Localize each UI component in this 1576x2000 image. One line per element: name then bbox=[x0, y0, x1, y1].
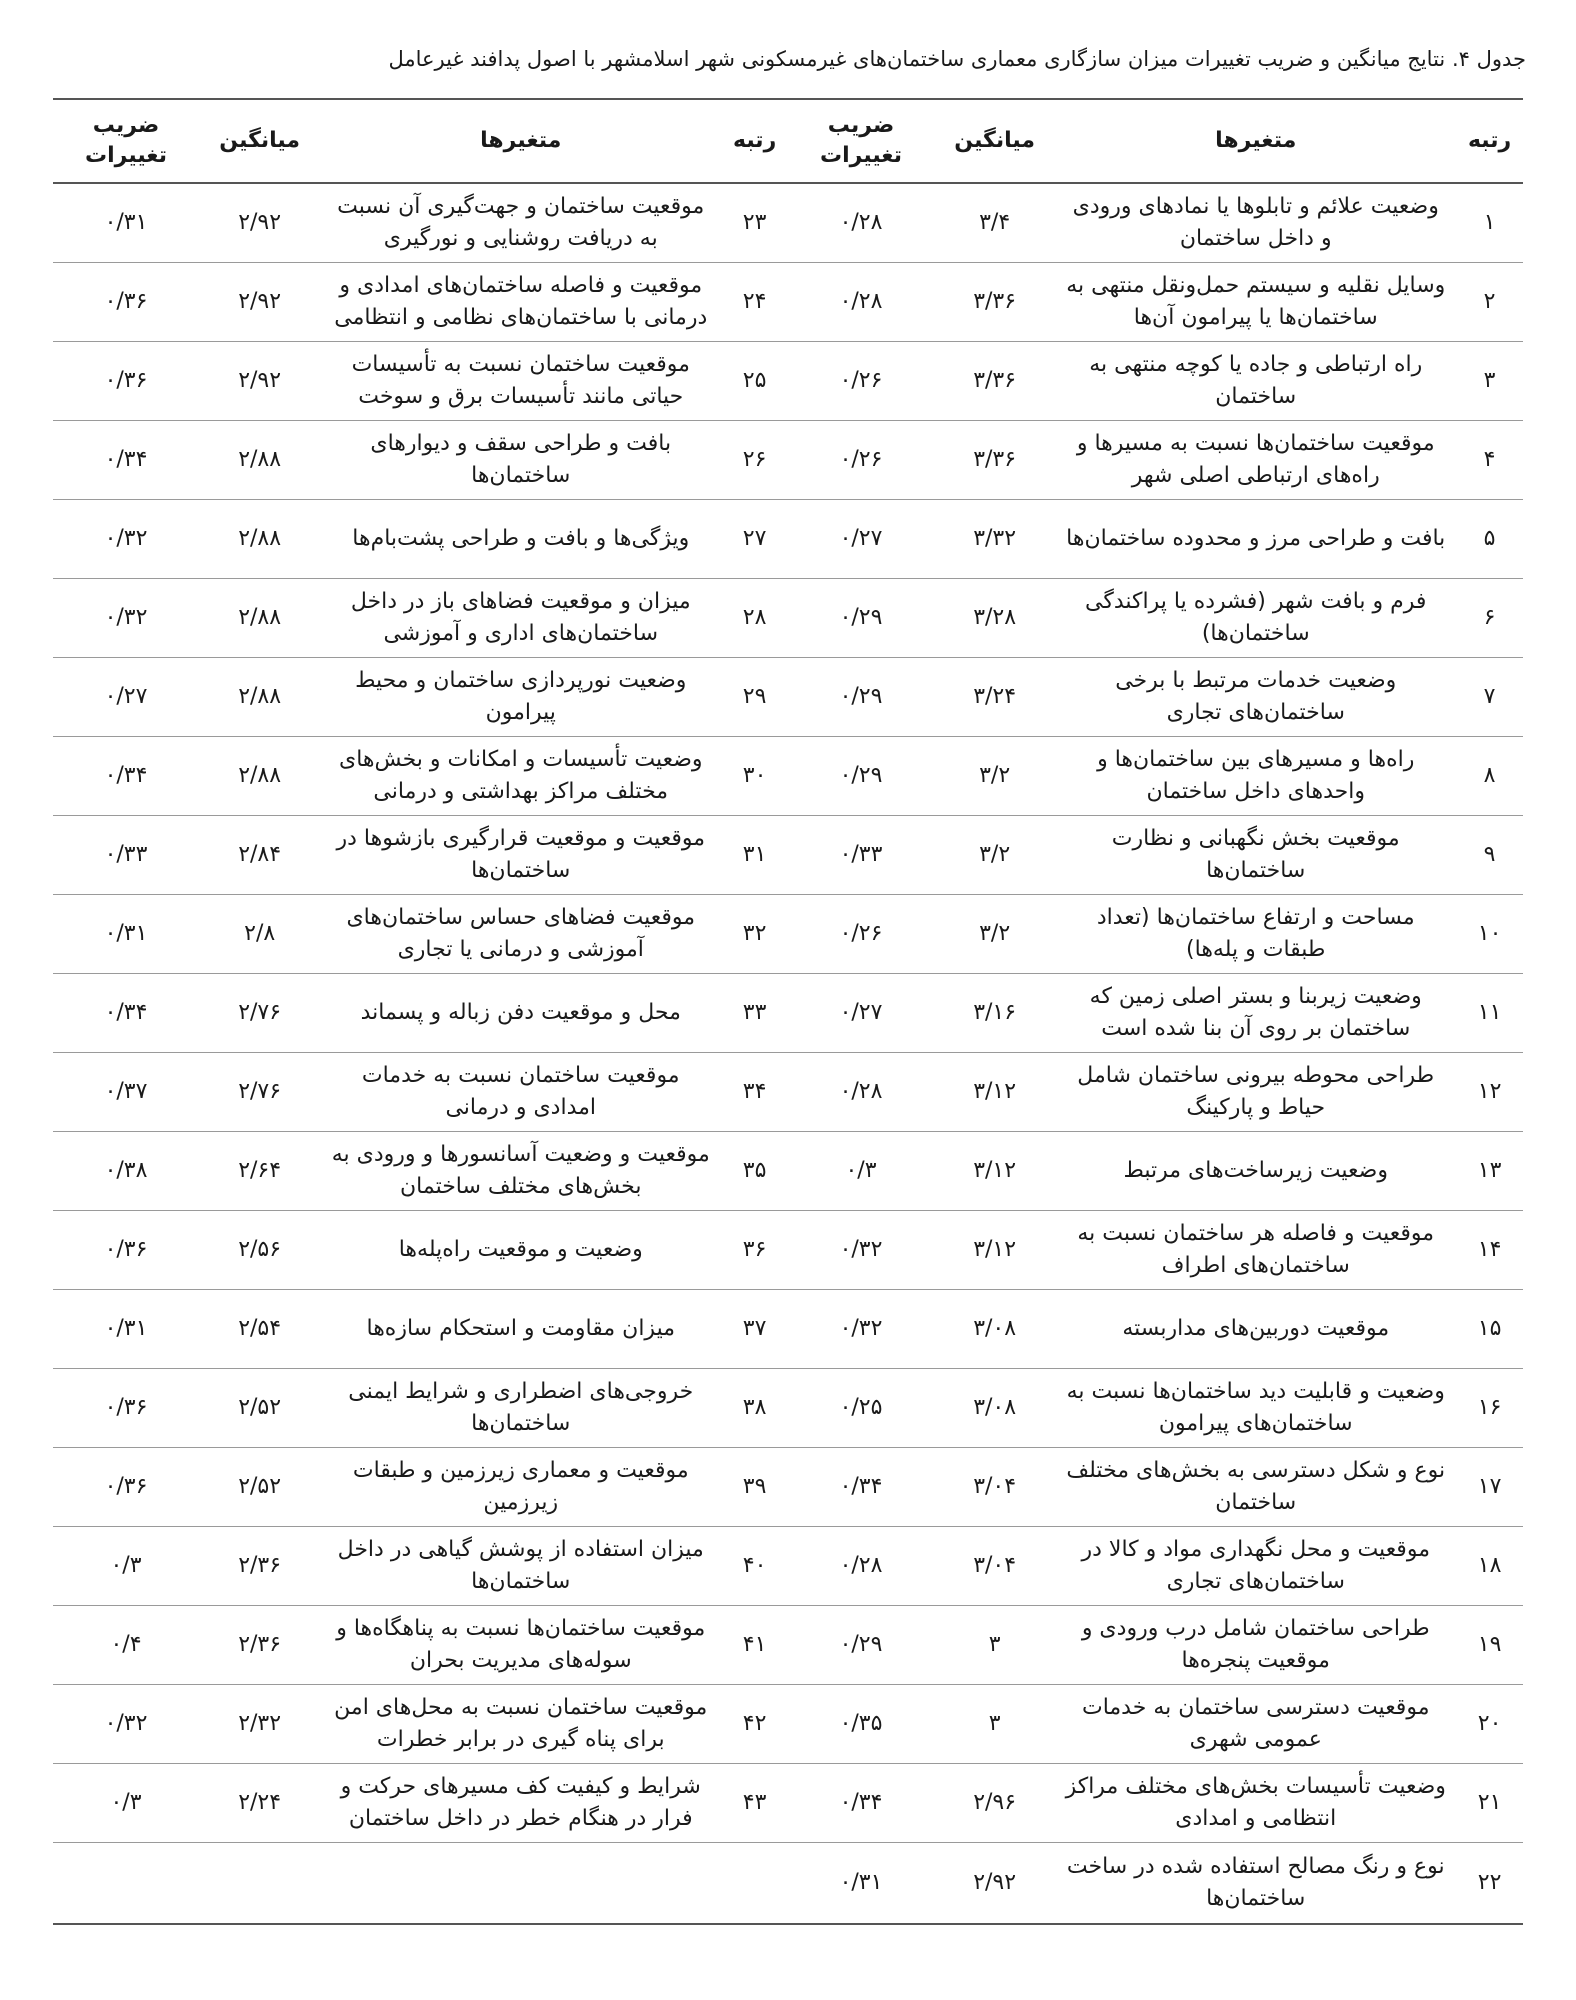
mean-cell: ۳/۱۲ bbox=[934, 1052, 1055, 1131]
cv-cell: ۰/۲۹ bbox=[788, 657, 934, 736]
table-row bbox=[53, 657, 1523, 736]
mean-cell: ۳/۲۴ bbox=[934, 657, 1055, 736]
header-mean: میانگین bbox=[199, 99, 320, 183]
rank-cell: ۳۷ bbox=[721, 1289, 788, 1368]
cv-cell: ۰/۳ bbox=[788, 1131, 934, 1210]
rank-cell: ۱۹ bbox=[1456, 1605, 1523, 1684]
mean-cell: ۲/۸۸ bbox=[199, 578, 320, 657]
cv-cell: ۰/۳۶ bbox=[53, 1210, 199, 1289]
mean-cell: ۳/۳۲ bbox=[934, 499, 1055, 578]
mean-cell: ۲/۵۴ bbox=[199, 1289, 320, 1368]
mean-cell: ۲/۵۲ bbox=[199, 1447, 320, 1526]
rank-cell: ۲۱ bbox=[1456, 1763, 1523, 1842]
variable-cell: وضعیت تأسیسات بخش‌های مختلف مراکز انتظامی و امدادی bbox=[1055, 1763, 1456, 1842]
table-row bbox=[53, 736, 1523, 815]
table-row bbox=[53, 894, 1523, 973]
table-row bbox=[53, 1605, 1523, 1684]
mean-cell: ۳/۰۴ bbox=[934, 1526, 1055, 1605]
variable-cell: موقعیت و فاصله هر ساختمان نسبت به ساختمان‌های اطراف bbox=[1055, 1210, 1456, 1289]
variable-cell: موقعیت ساختمان نسبت به محل‌های امن برای پناه گیری در برابر خطرات bbox=[320, 1684, 721, 1763]
mean-cell: ۳/۳۶ bbox=[934, 341, 1055, 420]
rank-cell: ۱۰ bbox=[1456, 894, 1523, 973]
variable-cell: موقعیت دوربین‌های مداربسته bbox=[1055, 1289, 1456, 1368]
mean-cell bbox=[199, 1842, 320, 1924]
header-cv: ضریب تغییرات bbox=[53, 99, 199, 183]
variable-cell: موقعیت و وضعیت آسانسورها و ورودی به بخش‌های مختلف ساختمان bbox=[320, 1131, 721, 1210]
cv-cell: ۰/۳۱ bbox=[53, 183, 199, 262]
table-row bbox=[53, 973, 1523, 1052]
table-row bbox=[53, 341, 1523, 420]
variable-cell: موقعیت دسترسی ساختمان به خدمات عمومی شهری bbox=[1055, 1684, 1456, 1763]
rank-cell: ۴۲ bbox=[721, 1684, 788, 1763]
rank-cell: ۴ bbox=[1456, 420, 1523, 499]
variable-cell: وضعیت خدمات مرتبط با برخی ساختمان‌های تجاری bbox=[1055, 657, 1456, 736]
rank-cell: ۲۵ bbox=[721, 341, 788, 420]
mean-cell: ۲/۹۲ bbox=[934, 1842, 1055, 1924]
table-row bbox=[53, 1447, 1523, 1526]
variable-cell: محل و موقعیت دفن زباله و پسماند bbox=[320, 973, 721, 1052]
cv-cell: ۰/۲۷ bbox=[53, 657, 199, 736]
mean-cell: ۲/۵۶ bbox=[199, 1210, 320, 1289]
mean-cell: ۲/۶۴ bbox=[199, 1131, 320, 1210]
mean-cell: ۲/۳۲ bbox=[199, 1684, 320, 1763]
variable-cell: موقعیت ساختمان نسبت به خدمات امدادی و درمانی bbox=[320, 1052, 721, 1131]
mean-cell: ۳/۱۲ bbox=[934, 1131, 1055, 1210]
variable-cell: طراحی محوطه بیرونی ساختمان شامل حیاط و پارکینگ bbox=[1055, 1052, 1456, 1131]
rank-cell: ۶ bbox=[1456, 578, 1523, 657]
variable-cell: موقعیت ساختمان‌ها نسبت به مسیرها و راه‌های ارتباطی اصلی شهر bbox=[1055, 420, 1456, 499]
variable-cell: وسایل نقلیه و سیستم حمل‌ونقل منتهی به ساختمان‌ها یا پیرامون آن‌ها bbox=[1055, 262, 1456, 341]
table-row bbox=[53, 420, 1523, 499]
cv-cell: ۰/۲۸ bbox=[788, 1052, 934, 1131]
rank-cell: ۲۹ bbox=[721, 657, 788, 736]
cv-cell: ۰/۳۶ bbox=[53, 1368, 199, 1447]
cv-cell: ۰/۲۶ bbox=[788, 894, 934, 973]
table-row bbox=[53, 1289, 1523, 1368]
rank-cell: ۳۵ bbox=[721, 1131, 788, 1210]
mean-cell: ۳/۱۲ bbox=[934, 1210, 1055, 1289]
table-row bbox=[53, 1368, 1523, 1447]
mean-cell: ۳/۲۸ bbox=[934, 578, 1055, 657]
cv-cell: ۰/۲۷ bbox=[788, 973, 934, 1052]
variable-cell: موقعیت ساختمان‌ها نسبت به پناهگاه‌ها و سوله‌های مدیریت بحران bbox=[320, 1605, 721, 1684]
rank-cell: ۲ bbox=[1456, 262, 1523, 341]
variable-cell: موقعیت و موقعیت قرارگیری بازشوها در ساختمان‌ها bbox=[320, 815, 721, 894]
table-row bbox=[53, 1210, 1523, 1289]
variable-cell: وضعیت و قابلیت دید ساختمان‌ها نسبت به ساختمان‌های پیرامون bbox=[1055, 1368, 1456, 1447]
variable-cell: نوع و شکل دسترسی به بخش‌های مختلف ساختمان bbox=[1055, 1447, 1456, 1526]
cv-cell: ۰/۲۹ bbox=[788, 736, 934, 815]
cv-cell: ۰/۳۵ bbox=[788, 1684, 934, 1763]
rank-cell: ۳۲ bbox=[721, 894, 788, 973]
table-caption: جدول ۴. نتایج میانگین و ضریب تغییرات میزان سازگاری معماری ساختمان‌های غیرمسکونی شهر اسلامشهر با اصول پدافند غیرعامل bbox=[388, 47, 1526, 71]
cv-cell: ۰/۳۱ bbox=[53, 1289, 199, 1368]
mean-cell: ۲/۸۸ bbox=[199, 499, 320, 578]
variable-cell: طراحی ساختمان شامل درب ورودی و موقعیت پنجره‌ها bbox=[1055, 1605, 1456, 1684]
rank-cell: ۳۶ bbox=[721, 1210, 788, 1289]
cv-cell: ۰/۳۴ bbox=[788, 1763, 934, 1842]
table-body bbox=[53, 183, 1523, 1924]
rank-cell: ۲۷ bbox=[721, 499, 788, 578]
variable-cell: وضعیت علائم و تابلوها یا نمادهای ورودی و داخل ساختمان bbox=[1055, 183, 1456, 262]
rank-cell: ۳۴ bbox=[721, 1052, 788, 1131]
variable-cell: وضعیت و موقعیت راه‌پله‌ها bbox=[320, 1210, 721, 1289]
mean-cell: ۲/۹۲ bbox=[199, 183, 320, 262]
rank-cell: ۱۵ bbox=[1456, 1289, 1523, 1368]
cv-cell: ۰/۲۶ bbox=[788, 341, 934, 420]
header-cv: ضریب تغییرات bbox=[788, 99, 934, 183]
variable-cell: موقعیت و محل نگهداری مواد و کالا در ساختمان‌های تجاری bbox=[1055, 1526, 1456, 1605]
rank-cell: ۱۷ bbox=[1456, 1447, 1523, 1526]
cv-cell: ۰/۳۳ bbox=[53, 815, 199, 894]
variable-cell: وضعیت نورپردازی ساختمان و محیط پیرامون bbox=[320, 657, 721, 736]
header-mean: میانگین bbox=[934, 99, 1055, 183]
rank-cell: ۵ bbox=[1456, 499, 1523, 578]
cv-cell: ۰/۳۲ bbox=[53, 578, 199, 657]
variable-cell: راه ارتباطی و جاده یا کوچه منتهی به ساختمان bbox=[1055, 341, 1456, 420]
cv-cell: ۰/۳۶ bbox=[53, 262, 199, 341]
variable-cell: موقعیت ساختمان و جهت‌گیری آن نسبت به دریافت روشنایی و نورگیری bbox=[320, 183, 721, 262]
cv-cell: ۰/۳۱ bbox=[788, 1842, 934, 1924]
table-row bbox=[53, 499, 1523, 578]
mean-cell: ۲/۹۲ bbox=[199, 341, 320, 420]
cv-cell: ۰/۳۱ bbox=[53, 894, 199, 973]
rank-cell: ۳ bbox=[1456, 341, 1523, 420]
mean-cell: ۲/۷۶ bbox=[199, 1052, 320, 1131]
variable-cell: میزان مقاومت و استحکام سازه‌ها bbox=[320, 1289, 721, 1368]
rank-cell: ۱۲ bbox=[1456, 1052, 1523, 1131]
table-row bbox=[53, 815, 1523, 894]
cv-cell: ۰/۳ bbox=[53, 1763, 199, 1842]
variable-cell: نوع و رنگ مصالح استفاده شده در ساخت ساختمان‌ها bbox=[1055, 1842, 1456, 1924]
variable-cell: وضعیت زیربنا و بستر اصلی زمین که ساختمان بر روی آن بنا شده است bbox=[1055, 973, 1456, 1052]
rank-cell bbox=[721, 1842, 788, 1924]
variable-cell: بافت و طراحی مرز و محدوده ساختمان‌ها bbox=[1055, 499, 1456, 578]
rank-cell: ۴۳ bbox=[721, 1763, 788, 1842]
mean-cell: ۲/۷۶ bbox=[199, 973, 320, 1052]
variable-cell: موقعیت فضاهای حساس ساختمان‌های آموزشی و درمانی یا تجاری bbox=[320, 894, 721, 973]
mean-cell: ۳/۲ bbox=[934, 894, 1055, 973]
cv-cell: ۰/۲۸ bbox=[788, 183, 934, 262]
rank-cell: ۱۸ bbox=[1456, 1526, 1523, 1605]
variable-cell: موقعیت ساختمان نسبت به تأسیسات حیاتی مانند تأسیسات برق و سوخت bbox=[320, 341, 721, 420]
variable-cell bbox=[320, 1842, 721, 1924]
cv-cell: ۰/۳۶ bbox=[53, 1447, 199, 1526]
rank-cell: ۱۴ bbox=[1456, 1210, 1523, 1289]
cv-cell: ۰/۳۴ bbox=[53, 973, 199, 1052]
cv-cell: ۰/۳۴ bbox=[53, 736, 199, 815]
cv-cell: ۰/۲۵ bbox=[788, 1368, 934, 1447]
cv-cell: ۰/۳۲ bbox=[788, 1289, 934, 1368]
variable-cell: ویژگی‌ها و بافت و طراحی پشت‌بام‌ها bbox=[320, 499, 721, 578]
rank-cell: ۲۸ bbox=[721, 578, 788, 657]
mean-cell: ۳ bbox=[934, 1684, 1055, 1763]
header-variables: متغیرها bbox=[1055, 99, 1456, 183]
cv-cell: ۰/۲۶ bbox=[788, 420, 934, 499]
mean-cell: ۲/۸۸ bbox=[199, 420, 320, 499]
mean-cell: ۲/۹۲ bbox=[199, 262, 320, 341]
cv-cell: ۰/۲۹ bbox=[788, 1605, 934, 1684]
header-variables: متغیرها bbox=[320, 99, 721, 183]
rank-cell: ۲۲ bbox=[1456, 1842, 1523, 1924]
mean-cell: ۳/۳۶ bbox=[934, 262, 1055, 341]
mean-cell: ۲/۸۸ bbox=[199, 736, 320, 815]
mean-cell: ۳/۴ bbox=[934, 183, 1055, 262]
mean-cell: ۲/۸۸ bbox=[199, 657, 320, 736]
rank-cell: ۳۰ bbox=[721, 736, 788, 815]
mean-cell: ۳/۲ bbox=[934, 815, 1055, 894]
variable-cell: شرایط و کیفیت کف مسیرهای حرکت و فرار در هنگام خطر در داخل ساختمان bbox=[320, 1763, 721, 1842]
rank-cell: ۴۱ bbox=[721, 1605, 788, 1684]
table-row bbox=[53, 262, 1523, 341]
rank-cell: ۱۶ bbox=[1456, 1368, 1523, 1447]
cv-cell bbox=[53, 1842, 199, 1924]
cv-cell: ۰/۳۲ bbox=[53, 499, 199, 578]
results-table bbox=[53, 98, 1523, 1925]
rank-cell: ۳۸ bbox=[721, 1368, 788, 1447]
cv-cell: ۰/۳۴ bbox=[788, 1447, 934, 1526]
rank-cell: ۳۹ bbox=[721, 1447, 788, 1526]
rank-cell: ۱ bbox=[1456, 183, 1523, 262]
variable-cell: وضعیت زیرساخت‌های مرتبط bbox=[1055, 1131, 1456, 1210]
rank-cell: ۳۱ bbox=[721, 815, 788, 894]
variable-cell: خروجی‌های اضطراری و شرایط ایمنی ساختمان‌ها bbox=[320, 1368, 721, 1447]
cv-cell: ۰/۲۷ bbox=[788, 499, 934, 578]
rank-cell: ۹ bbox=[1456, 815, 1523, 894]
cv-cell: ۰/۳۸ bbox=[53, 1131, 199, 1210]
rank-cell: ۲۳ bbox=[721, 183, 788, 262]
table-row bbox=[53, 1052, 1523, 1131]
mean-cell: ۳/۰۸ bbox=[934, 1368, 1055, 1447]
rank-cell: ۲۰ bbox=[1456, 1684, 1523, 1763]
header-rank: رتبه bbox=[1456, 99, 1523, 183]
table-row bbox=[53, 1131, 1523, 1210]
mean-cell: ۳/۰۸ bbox=[934, 1289, 1055, 1368]
variable-cell: راه‌ها و مسیرهای بین ساختمان‌ها و واحدهای داخل ساختمان bbox=[1055, 736, 1456, 815]
cv-cell: ۰/۳۴ bbox=[53, 420, 199, 499]
mean-cell: ۲/۹۶ bbox=[934, 1763, 1055, 1842]
mean-cell: ۲/۳۶ bbox=[199, 1526, 320, 1605]
mean-cell: ۳/۲ bbox=[934, 736, 1055, 815]
variable-cell: موقعیت بخش نگهبانی و نظارت ساختمان‌ها bbox=[1055, 815, 1456, 894]
cv-cell: ۰/۲۸ bbox=[788, 262, 934, 341]
table-row bbox=[53, 1684, 1523, 1763]
header-row bbox=[53, 99, 1523, 183]
mean-cell: ۲/۸۴ bbox=[199, 815, 320, 894]
rank-cell: ۷ bbox=[1456, 657, 1523, 736]
cv-cell: ۰/۴ bbox=[53, 1605, 199, 1684]
variable-cell: وضعیت تأسیسات و امکانات و بخش‌های مختلف مراکز بهداشتی و درمانی bbox=[320, 736, 721, 815]
table-row bbox=[53, 1842, 1523, 1924]
cv-cell: ۰/۲۹ bbox=[788, 578, 934, 657]
variable-cell: موقعیت و فاصله ساختمان‌های امدادی و درمانی با ساختمان‌های نظامی و انتظامی bbox=[320, 262, 721, 341]
table-row bbox=[53, 578, 1523, 657]
cv-cell: ۰/۳۶ bbox=[53, 341, 199, 420]
cv-cell: ۰/۳ bbox=[53, 1526, 199, 1605]
table-row bbox=[53, 1763, 1523, 1842]
mean-cell: ۳/۱۶ bbox=[934, 973, 1055, 1052]
rank-cell: ۸ bbox=[1456, 736, 1523, 815]
mean-cell: ۲/۵۲ bbox=[199, 1368, 320, 1447]
rank-cell: ۱۱ bbox=[1456, 973, 1523, 1052]
table-row bbox=[53, 183, 1523, 262]
mean-cell: ۳ bbox=[934, 1605, 1055, 1684]
cv-cell: ۰/۳۷ bbox=[53, 1052, 199, 1131]
rank-cell: ۲۴ bbox=[721, 262, 788, 341]
cv-cell: ۰/۳۲ bbox=[788, 1210, 934, 1289]
cv-cell: ۰/۲۸ bbox=[788, 1526, 934, 1605]
variable-cell: میزان استفاده از پوشش گیاهی در داخل ساختمان‌ها bbox=[320, 1526, 721, 1605]
mean-cell: ۲/۲۴ bbox=[199, 1763, 320, 1842]
rank-cell: ۳۳ bbox=[721, 973, 788, 1052]
table-row bbox=[53, 1526, 1523, 1605]
rank-cell: ۴۰ bbox=[721, 1526, 788, 1605]
variable-cell: فرم و بافت شهر (فشرده یا پراکندگی ساختمان‌ها) bbox=[1055, 578, 1456, 657]
mean-cell: ۲/۸ bbox=[199, 894, 320, 973]
mean-cell: ۲/۳۶ bbox=[199, 1605, 320, 1684]
cv-cell: ۰/۳۳ bbox=[788, 815, 934, 894]
variable-cell: موقعیت و معماری زیرزمین و طبقات زیرزمین bbox=[320, 1447, 721, 1526]
rank-cell: ۱۳ bbox=[1456, 1131, 1523, 1210]
header-rank: رتبه bbox=[721, 99, 788, 183]
cv-cell: ۰/۳۲ bbox=[53, 1684, 199, 1763]
variable-cell: بافت و طراحی سقف و دیوارهای ساختمان‌ها bbox=[320, 420, 721, 499]
variable-cell: مساحت و ارتفاع ساختمان‌ها (تعداد طبقات و پله‌ها) bbox=[1055, 894, 1456, 973]
variable-cell: میزان و موقعیت فضاهای باز در داخل ساختمان‌های اداری و آموزشی bbox=[320, 578, 721, 657]
mean-cell: ۳/۳۶ bbox=[934, 420, 1055, 499]
mean-cell: ۳/۰۴ bbox=[934, 1447, 1055, 1526]
rank-cell: ۲۶ bbox=[721, 420, 788, 499]
